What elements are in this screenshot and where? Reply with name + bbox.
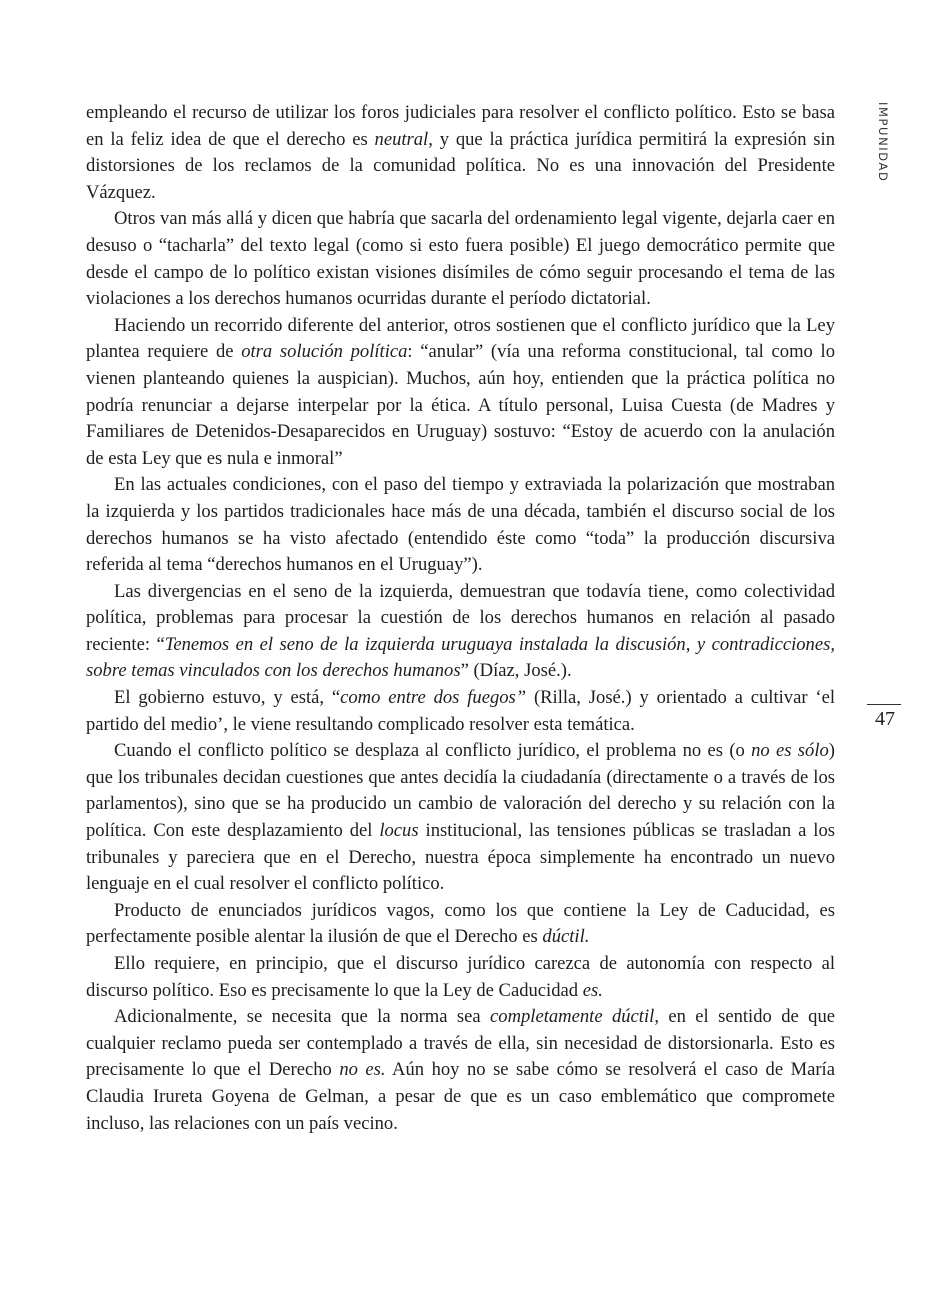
text-run: Las divergencias en el seno de la izquierda, demuestran que todavía tiene, como colectividad política, problemas para procesar la cuestión de los derechos humanos en relación al pasado reciente: “ xyxy=(86,580,835,655)
paragraph xyxy=(86,1004,835,1137)
italic-text-run: como entre dos fuegos” xyxy=(340,687,527,709)
text-run: Otros van más allá y dicen que habría que sacarla del ordenamiento legal vigente, dejarla caer en desuso o “tacharla” del texto legal (como si esto fuera posible) El juego democrático permite que desde el campo de lo político existan visiones disímiles de cómo seguir procesando el tema de las violaciones a los derechos humanos ocurridas durante el período dictatorial. xyxy=(86,208,835,310)
running-head: IMPUNIDAD xyxy=(876,102,890,183)
text-run: , en el sentido de que cualquier reclamo pueda ser contemplado a través de ella, sin necesidad de distorsionarla. Esto es precisamente lo que el Derecho xyxy=(86,1006,835,1081)
italic-text-run: completamente dúctil xyxy=(490,1006,655,1028)
italic-text-run: otra solución política xyxy=(241,341,408,363)
body-text xyxy=(86,100,835,1137)
italic-text-run: no es sólo xyxy=(751,740,829,762)
text-run: institucional, las tensiones públicas se trasladan a los tribunales y pareciera que en el Derecho, nuestra época simplemente ha encontrado un nuevo lenguaje en el cual resolver el conflicto político. xyxy=(86,820,835,895)
text-run: , y que la práctica jurídica permitirá la expresión sin distorsiones de los reclamos de la comunidad política. No es una innovación del Presidente Vázquez. xyxy=(86,128,836,203)
paragraph xyxy=(86,685,835,738)
italic-text-run: Tenemos en el seno de la izquierda uruguaya instalada la discusión, y contradicciones, sobre temas vinculados con los derechos humanos xyxy=(86,633,835,682)
text-run: : “anular” (vía una reforma constitucional, tal como lo vienen planteando quienes la auspician). Muchos, aún hoy, entienden que la práctica política no podría renunciar a dejarse interpelar por la ética. A título personal, Luisa Cuesta (de Madres y Familiares de Detenidos-Desaparecidos en Uruguay) sostuvo: “Estoy de acuerdo con la anulación de esta Ley que es nula e inmoral” xyxy=(86,341,835,469)
italic-text-run: es. xyxy=(582,979,603,1001)
page-number: 47 xyxy=(875,708,895,730)
text-run: Aún hoy no se sabe cómo se resolverá el caso de María Claudia Irureta Goyena de Gelman, a pesar de que es un caso emblemático que compromete incluso, las relaciones con un país vecino. xyxy=(86,1059,835,1134)
text-run: empleando el recurso de utilizar los foros judiciales para resolver el conflicto político. Esto se basa en la feliz idea de que el derecho es xyxy=(86,102,835,150)
text-run: ) que los tribunales decidan cuestiones que antes decidía la ciudadanía (directamente o a través de los parlamentos), sino que se ha producido un cambio de valoración del derecho y su relación con la política. Con este desplazamiento del xyxy=(86,740,835,842)
text-run: ” (Díaz, José.). xyxy=(460,660,572,682)
paragraph xyxy=(86,472,835,578)
text-run: Cuando el conflicto político se desplaza al conflicto jurídico, el problema no es (o xyxy=(114,740,752,762)
paragraph xyxy=(86,100,835,206)
page-number-rule xyxy=(867,704,901,705)
italic-text-run: no es. xyxy=(339,1059,386,1081)
text-run: Ello requiere, en principio, que el discurso jurídico carezca de autonomía con respecto al discurso político. Eso es precisamente lo que la Ley de Caducidad xyxy=(86,953,835,1001)
text-run: El gobierno estuvo, y está, “ xyxy=(114,687,341,709)
italic-text-run: dúctil. xyxy=(542,926,590,948)
text-run: Producto de enunciados jurídicos vagos, como los que contiene la Ley de Caducidad, es perfectamente posible alentar la ilusión de que el Derecho es xyxy=(86,899,835,948)
paragraph xyxy=(86,951,835,1004)
paragraph xyxy=(86,738,835,898)
text-run: Haciendo un recorrido diferente del anterior, otros sostienen que el conflicto jurídico que la Ley plantea requiere de xyxy=(86,314,835,363)
paragraph xyxy=(86,579,835,685)
text-run: En las actuales condiciones, con el paso del tiempo y extraviada la polarización que mostraban la izquierda y los partidos tradicionales hace más de una década, también el discurso social de los derechos humanos se ha visto afectado (entendido éste como “toda” la producción discursiva referida al tema “derechos humanos en el Uruguay”). xyxy=(86,474,835,576)
text-run: (Rilla, José.) y orientado a cultivar ‘el partido del medio’, le viene resultando complicado resolver esta temática. xyxy=(86,687,835,735)
text-run: Adicionalmente, se necesita que la norma sea xyxy=(114,1006,491,1028)
paragraph xyxy=(86,206,835,312)
paragraph xyxy=(86,898,835,951)
italic-text-run: neutral xyxy=(374,128,429,150)
italic-text-run: locus xyxy=(379,820,419,842)
paragraph xyxy=(86,313,835,473)
